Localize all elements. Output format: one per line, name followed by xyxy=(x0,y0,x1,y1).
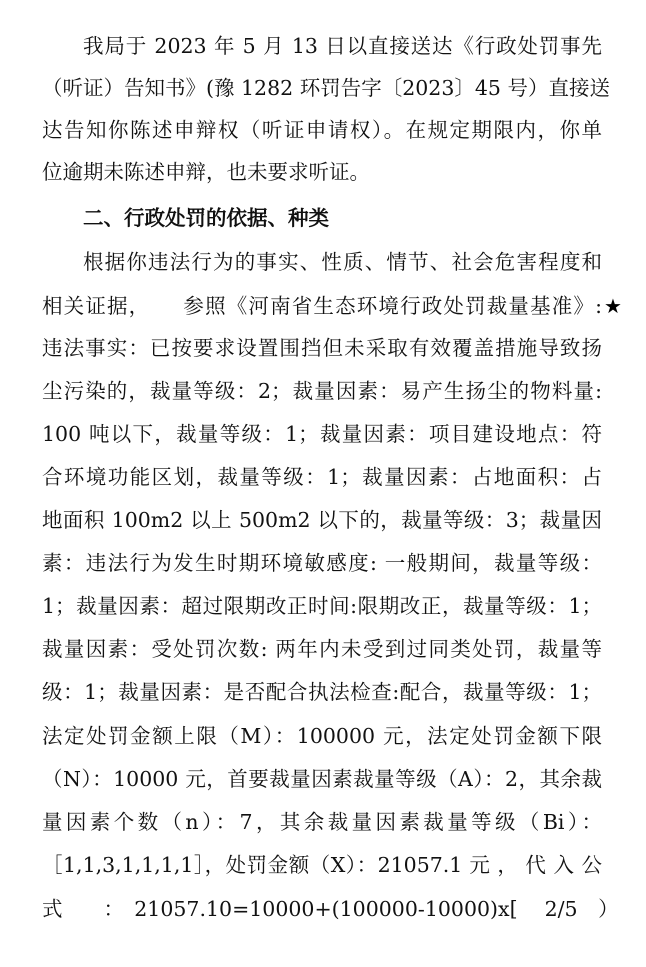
paragraph2-line-13: （N）：10000 元，首要裁量因素裁量等级（A）：2，其余裁 xyxy=(42,767,602,791)
paragraph1-line-3: 达告知你陈述申辩权（听证申请权）。在规定期限内，你单 xyxy=(42,118,602,142)
paragraph1-line-4: 位逾期未陈述申辩，也未要求听证。 xyxy=(42,160,370,184)
paragraph2-line-3: 违法事实：已按要求设置围挡但未采取有效覆盖措施导致扬 xyxy=(42,336,602,360)
paragraph1-line-1: 我局于 2023 年 5 月 13 日以直接送达《行政处罚事先 xyxy=(83,34,602,58)
star-icon: ★ xyxy=(604,294,622,318)
paragraph2-line-10: 裁量因素：受处罚次数: 两年内未受到过同类处罚，裁量等 xyxy=(42,637,602,661)
paragraph2-line-16: 式 ： 21057.10=10000+(100000-10000)x[ 2/5 ） xyxy=(42,897,619,921)
paragraph2-line-5: 100 吨以下，裁量等级：1；裁量因素：项目建设地点：符 xyxy=(42,422,602,446)
paragraph2-line-6: 合环境功能区划，裁量等级：1；裁量因素：占地面积：占 xyxy=(42,465,602,489)
paragraph2-line-1: 根据你违法行为的事实、性质、情节、社会危害程度和 xyxy=(83,250,602,274)
paragraph2-line-4: 尘污染的，裁量等级：2；裁量因素：易产生扬尘的物料量: xyxy=(42,379,602,403)
paragraph2-line-15: ［1,1,3,1,1,1,1］，处罚金额（X）：21057.1 元 ， 代 入 公 xyxy=(42,853,602,877)
paragraph2-line-7: 地面积 100m2 以上 500m2 以下的，裁量等级：3；裁量因 xyxy=(42,508,602,532)
paragraph2-line-14: 量因素个数（n）：7，其余裁量因素裁量等级（Bi）： xyxy=(42,810,602,834)
paragraph2-line-11: 级：1；裁量因素：是否配合执法检查:配合，裁量等级：1； xyxy=(42,680,602,704)
paragraph2-line-8: 素：违法行为发生时期环境敏感度: 一般期间，裁量等级： xyxy=(42,551,602,575)
section-heading: 二、行政处罚的依据、种类 xyxy=(83,206,329,230)
paragraph2-line-2: 相关证据， 参照《河南省生态环境行政处罚裁量基准》: xyxy=(42,294,602,318)
paragraph1-line-2: （听证）告知书》(豫 1282 环罚告字〔2023〕45 号）直接送 xyxy=(42,76,610,100)
paragraph2-line-9: 1；裁量因素：超过限期改正时间:限期改正，裁量等级：1； xyxy=(42,594,602,618)
paragraph2-line-12: 法定处罚金额上限（M）：100000 元，法定处罚金额下限 xyxy=(42,724,602,748)
